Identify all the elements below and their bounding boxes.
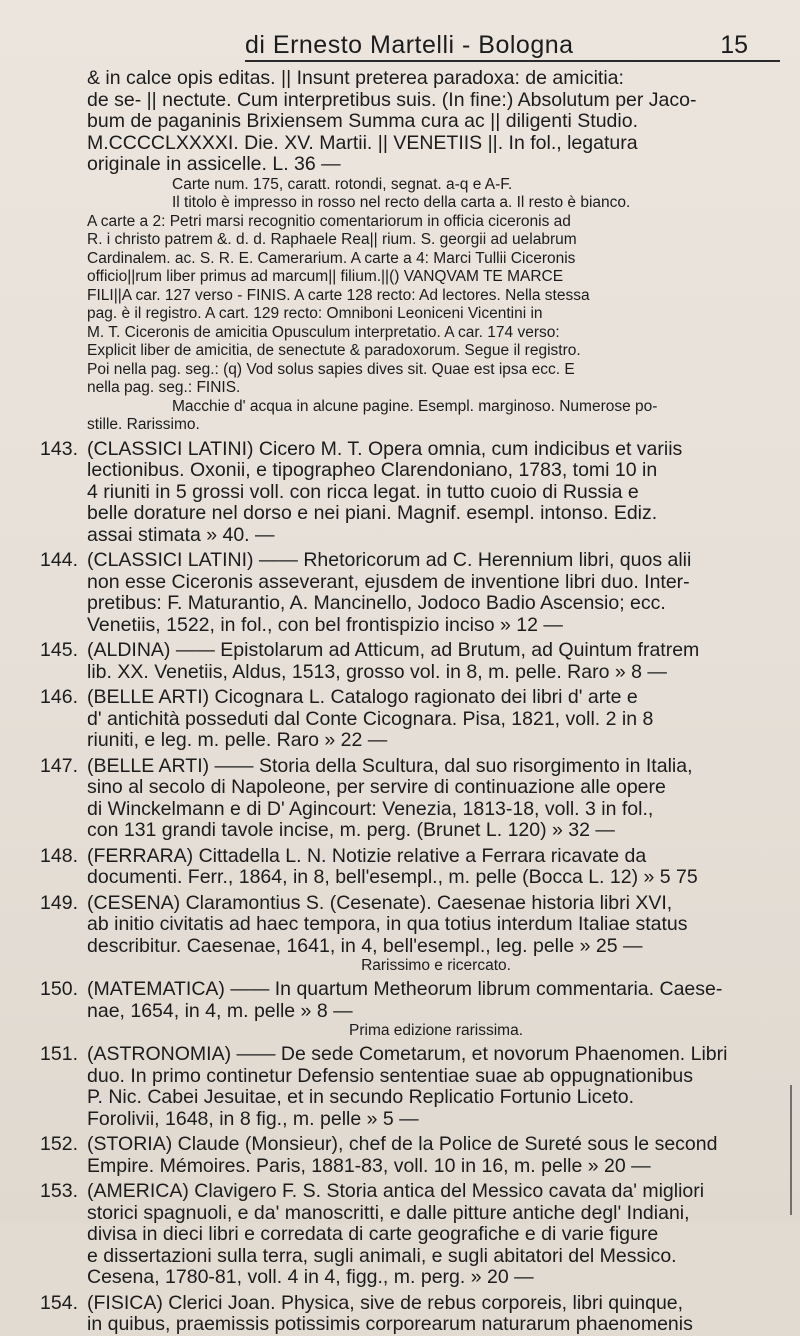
note-line: Il titolo è impresso in rosso nel recto della carta a. Il resto è bianco.	[172, 194, 631, 211]
entry-number: 145.	[40, 639, 78, 661]
entry-line: storici spagnuoli, e da' manoscritti, e dalle pitture antiche degl' Indiani,	[87, 1201, 690, 1224]
entry-line: (BELLE ARTI) —— Storia della Scultura, dal suo risorgimento in Italia,	[87, 754, 693, 777]
catalog-entry	[30, 550, 785, 636]
entry-line: documenti. Ferr., 1864, in 8, bell'esempl., m. pelle (Bocca L. 12) » 5 75	[87, 866, 698, 888]
entry-number: 143.	[40, 437, 78, 460]
intro-line: originale in assicelle. L. 36 —	[87, 153, 341, 175]
entry-line: nae, 1654, in 4, m. pelle » 8 —	[87, 999, 353, 1022]
entry-number: 146.	[40, 686, 78, 708]
entry-line: describitur. Caesenae, 1641, in 4, bell'esempl., leg. pelle » 25 —	[87, 934, 643, 957]
entry-line: (FISICA) Clerici Joan. Physica, sive de rebus corporeis, libri quinque,	[87, 1291, 684, 1314]
entry-note: Prima edizione rarissima.	[349, 1022, 523, 1039]
catalog-entry	[30, 846, 785, 889]
entry-line: assai stimata » 40. —	[87, 523, 275, 546]
catalog-entry	[30, 1293, 785, 1336]
entry-line: pretibus: F. Maturantio, A. Mancinello, Jodoco Badio Ascensio; ecc.	[87, 592, 666, 614]
catalog-entry	[30, 640, 785, 683]
catalog-entry	[30, 1134, 785, 1177]
entry-number: 149.	[40, 891, 78, 914]
entry-line: 4 riuniti in 5 grossi voll. con ricca legat. in tutto cuoio di Russia e	[87, 480, 639, 503]
header-title: di Ernesto Martelli - Bologna	[245, 31, 574, 59]
note-line: FILI||A car. 127 verso - FINIS. A carte 128 recto: Ad lectores. Nella stessa	[87, 286, 590, 304]
note-line: Macchie d' acqua in alcune pagine. Esempl. marginoso. Numerose po-	[172, 397, 658, 415]
entry-line: di Winckelmann e di D' Agincourt: Venezia, 1813-18, voll. 3 in fol.,	[87, 797, 654, 820]
catalog-body	[30, 68, 785, 1336]
entry-line: in quibus, praemissis potissimis corporearum naturarum phaenomenis	[87, 1313, 693, 1335]
catalog-entry	[30, 439, 785, 547]
entry-line: sino al secolo di Napoleone, per servire di continuazione alle opere	[87, 776, 666, 798]
entry-line: P. Nic. Cabei Jesuitae, et in secundo Replicatio Fortunio Liceto.	[87, 1086, 635, 1108]
note-line: nella pag. seg.: FINIS.	[87, 379, 241, 396]
entry-note: Rarissimo e ricercato.	[361, 957, 511, 974]
note-line: Cardinalem. ac. S. R. E. Camerarium. A carte a 4: Marci Tullii Ciceronis	[87, 249, 576, 267]
entry-line: non esse Ciceronis asseverant, ejusdem de inventione libri duo. Inter-	[87, 570, 690, 593]
entry-line: (ASTRONOMIA) —— De sede Cometarum, et novorum Phaenomen. Libri	[87, 1043, 728, 1065]
entry-line: (CESENA) Claramontius S. (Cesenate). Caesenae historia libri XVI,	[87, 891, 673, 914]
entry-line: Venetiis, 1522, in fol., con bel frontispizio inciso » 12 —	[87, 613, 563, 636]
entry-line: lectionibus. Oxonii, e tipographeo Clarendoniano, 1783, tomi 10 in	[87, 459, 658, 481]
entry-number: 152.	[40, 1133, 78, 1155]
catalog-entry	[30, 756, 785, 842]
entry-line: (FERRARA) Cittadella L. N. Notizie relative a Ferrara ricavate da	[87, 844, 647, 867]
catalog-entry	[30, 979, 785, 1022]
catalog-entry	[30, 893, 785, 958]
note-line: Explicit liber de amicitia, de senectute & paradoxorum. Segue il registro.	[87, 342, 581, 359]
entry-line: (BELLE ARTI) Cicognara L. Catalogo ragionato dei libri d' arte e	[87, 686, 638, 708]
entry-line: duo. In primo continetur Defensio sententiae suae ab oppugnationibus	[87, 1064, 694, 1087]
intro-line: bum de paganinis Brixiensem Summa cura ac || diligenti Studio.	[87, 110, 638, 132]
entry-line: (STORIA) Claude (Monsieur), chef de la Police de Sureté sous le second	[87, 1133, 718, 1155]
intro-line: & in calce opis editas. || Insunt preterea paradoxa: de amicitia:	[87, 67, 624, 89]
entry-line: ab initio civitatis ad haec tempora, in qua totius interdum Italiae status	[87, 913, 688, 935]
entry-line: divisa in dieci libri e corredata di carte geografiche e di varie figure	[87, 1223, 659, 1245]
entry-number: 150.	[40, 978, 78, 1000]
note-line: stille. Rarissimo.	[87, 416, 200, 433]
note-line: R. i christo patrem &. d. d. Raphaele Rea|| rium. S. georgii ad uelabrum	[87, 231, 577, 248]
entry-line: riuniti, e leg. m. pelle. Raro » 22 —	[87, 729, 388, 751]
note-line: Poi nella pag. seg.: (q) Vod solus sapies dives sit. Quae est ipsa ecc. E	[87, 360, 575, 378]
catalog-entry	[30, 1044, 785, 1130]
entry-line: e dissertazioni sulla terra, sugli animali, e sugli abitatori del Messico.	[87, 1244, 677, 1267]
entry-list	[30, 439, 785, 1336]
page-number: 15	[720, 31, 748, 59]
note-line: A carte a 2: Petri marsi recognitio comentariorum in officia ciceronis ad	[87, 212, 571, 230]
entry-line: (ALDINA) —— Epistolarum ad Atticum, ad Brutum, ad Quintum fratrem	[87, 639, 700, 661]
entry-number: 144.	[40, 549, 78, 571]
running-header	[245, 30, 780, 62]
entry-line: Cesena, 1780-81, voll. 4 in 4, figg., m. perg. » 20 —	[87, 1266, 534, 1288]
note-line: pag. è il registro. A cart. 129 recto: Omniboni Leoniceni Vicentini in	[87, 305, 543, 322]
entry-line: lib. XX. Venetiis, Aldus, 1513, grosso vol. in 8, m. pelle. Raro » 8 —	[87, 660, 667, 683]
entry-number: 148.	[40, 844, 78, 867]
intro-line: M.CCCCLXXXXI. Die. XV. Martii. || VENETIIS ||. In fol., legatura	[87, 131, 638, 154]
entry-line: (MATEMATICA) —— In quartum Metheorum librum commentaria. Caese-	[87, 978, 723, 1000]
entry-number: 154.	[40, 1291, 78, 1314]
catalog-entry	[30, 687, 785, 752]
note-line: officio||rum liber primus ad marcum|| filium.||() VANQVAM TE MARCE	[87, 268, 564, 285]
page-edge-rule	[790, 1085, 792, 1215]
entry-line: (CLASSICI LATINI) —— Rhetoricorum ad C. Herennium libri, quos alii	[87, 549, 692, 571]
entry-number: 147.	[40, 754, 78, 777]
catalog-entry	[30, 1181, 785, 1289]
entry-line: Forolivii, 1648, in 8 fig., m. pelle » 5 —	[87, 1107, 419, 1130]
entry-number: 153.	[40, 1180, 78, 1202]
entry-line: con 131 grandi tavole incise, m. perg. (Brunet L. 120) » 32 —	[87, 819, 615, 841]
entry-line: d' antichità posseduti dal Conte Cicognara. Pisa, 1821, voll. 2 in 8	[87, 707, 654, 730]
entry-line: (AMERICA) Clavigero F. S. Storia antica del Messico cavata da' migliori	[87, 1180, 705, 1202]
entry-line: belle dorature nel dorso e nei piani. Magnif. esempl. intonso. Ediz.	[87, 502, 658, 524]
intro-line: de se- || nectute. Cum interpretibus suis. (In fine:) Absolutum per Jaco-	[87, 88, 697, 111]
intro-notes	[87, 176, 785, 213]
note-line: M. T. Ciceronis de amicitia Opusculum interpretatio. A car. 174 verso:	[87, 323, 560, 341]
entry-number: 151.	[40, 1043, 78, 1065]
intro-continuation	[30, 68, 785, 435]
entry-line: (CLASSICI LATINI) Cicero M. T. Opera omnia, cum indicibus et variis	[87, 437, 683, 460]
entry-line: Empire. Mémoires. Paris, 1881-83, voll. 10 in 16, m. pelle » 20 —	[87, 1154, 651, 1177]
note-line: Carte num. 175, caratt. rotondi, segnat. a-q e A-F.	[172, 175, 513, 193]
